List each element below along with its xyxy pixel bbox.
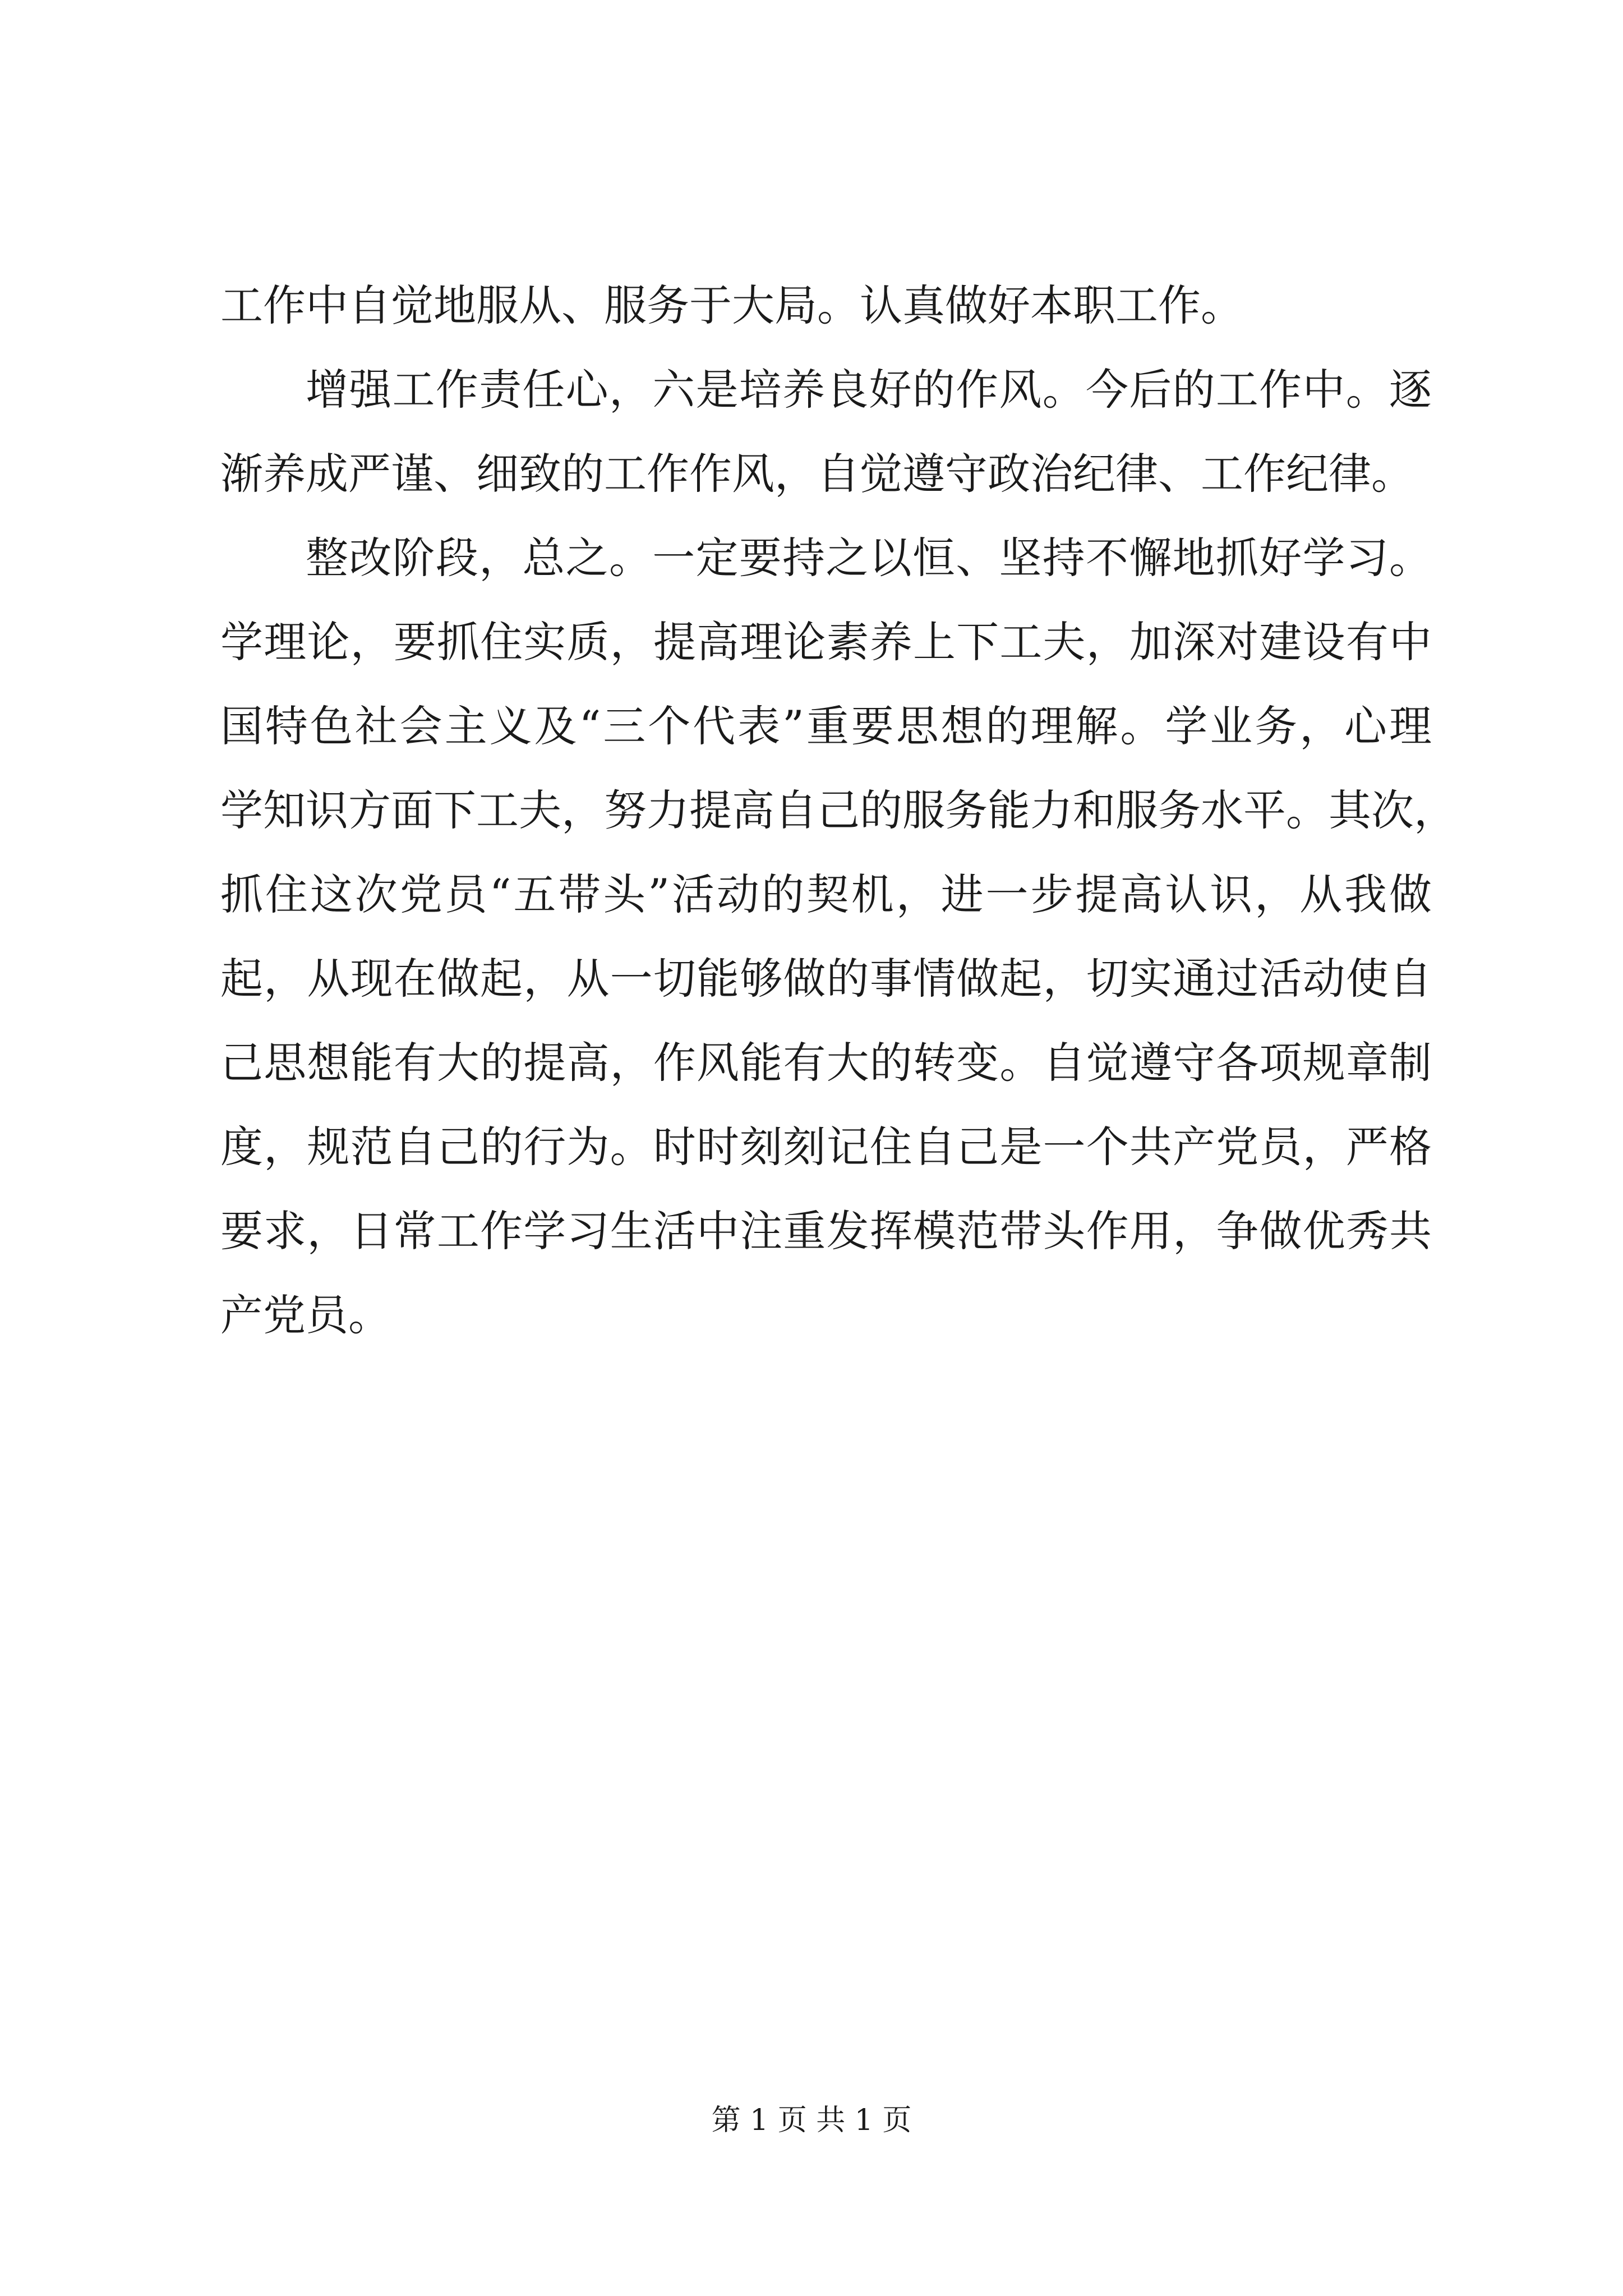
document-body	[220, 264, 1456, 1358]
paragraph-line: 国特色社会主义及“三个代表”重要思想的理解。学业务，心理	[220, 701, 1432, 751]
paragraph-line: 产党员。	[220, 1290, 391, 1340]
paragraph-line: 学理论，要抓住实质，提高理论素养上下工夫，加深对建设有中	[220, 617, 1432, 667]
paragraph-line: 要求，日常工作学习生活中注重发挥模范带头作用，争做优秀共	[220, 1206, 1432, 1256]
paragraph-line: 度，规范自己的行为。时时刻刻记住自己是一个共产党员，严格	[220, 1122, 1432, 1172]
paragraph-line: 整改阶段，总之。一定要持之以恒、坚持不懈地抓好学习。	[306, 533, 1432, 583]
paragraph-line: 增强工作责任心，六是培养良好的作风。今后的工作中。逐	[306, 365, 1432, 415]
paragraph-line: 起，从现在做起，从一切能够做的事情做起，切实通过活动使自	[220, 954, 1432, 1004]
paragraph-line: 己思想能有大的提高，作风能有大的转变。自觉遵守各项规章制	[220, 1038, 1432, 1088]
paragraph-line: 工作中自觉地服从、服务于大局。认真做好本职工作。	[220, 280, 1243, 330]
paragraph-line: 渐养成严谨、细致的工作作风，自觉遵守政治纪律、工作纪律。	[220, 449, 1414, 499]
paragraph-line: 学知识方面下工夫，努力提高自己的服务能力和服务水平。其次，	[220, 785, 1456, 835]
page-number-label: 第 1 页 共 1 页	[711, 2104, 912, 2137]
page-footer	[0, 2101, 1623, 2140]
paragraph-line: 抓住这次党员“五带头”活动的契机，进一步提高认识，从我做	[220, 869, 1432, 919]
